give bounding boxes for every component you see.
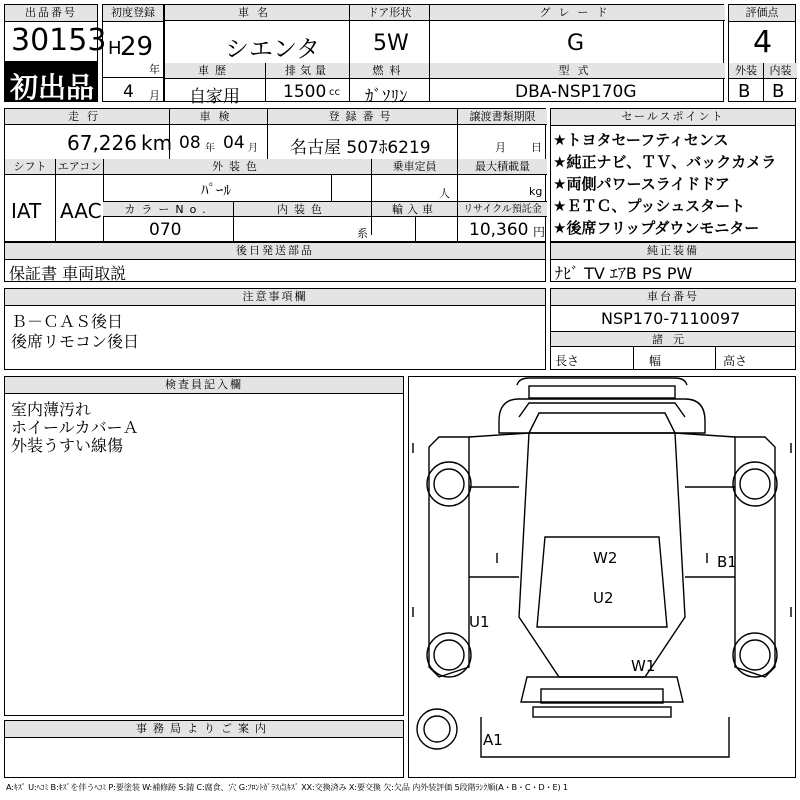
sales-point-item: ★ＥＴＣ、プッシュスタート	[553, 197, 746, 215]
shift-label: シフト	[5, 159, 55, 175]
vehicle-details-box	[4, 108, 546, 242]
exterior-color-label: 外装色	[103, 159, 371, 175]
mark-a1: A1	[483, 731, 503, 749]
color-no-label: カラーNo.	[103, 201, 233, 217]
sales-point-item: ★後席フリップダウンモニター	[553, 219, 760, 237]
score: 4	[753, 25, 773, 60]
left-side-body	[429, 437, 469, 677]
notes-line-1: Ｂ－ＣＡＳ後日	[11, 312, 124, 331]
oem-equipment-box	[550, 242, 796, 282]
later-parts-label: 後日発送部品	[5, 243, 545, 260]
chassis-label: 車台番号	[551, 289, 795, 306]
interior-unit: 系	[357, 227, 368, 240]
door-type: 5W	[373, 31, 409, 56]
load-label: 最大積載量	[457, 159, 547, 175]
later-parts-box	[4, 242, 546, 282]
car-info-box	[164, 4, 724, 107]
capacity-unit: 人	[439, 187, 450, 200]
sales-point-item: ★純正ナビ、ＴＶ、バックカメラ	[553, 153, 777, 171]
displacement-unit: cc	[329, 87, 340, 98]
lot-label: 出品番号	[5, 5, 97, 22]
transfer-month-unit: 月	[495, 141, 506, 154]
first-reg-month-suffix: 月	[149, 89, 160, 102]
door-label: ドア形状	[349, 5, 429, 21]
first-registration-box	[102, 4, 164, 102]
inspector-line-1: 室内薄汚れ	[11, 400, 92, 419]
score-label: 評価点	[729, 5, 795, 22]
lot-number: 30153	[11, 23, 107, 58]
car-name: シエンタ	[225, 35, 321, 63]
inspector-line-2: ホイールカバーＡ	[11, 418, 139, 437]
inspection-month: 04	[223, 133, 245, 153]
front-bumper	[517, 378, 687, 385]
first-reg-era: H	[108, 38, 122, 59]
oem-equipment-text: ﾅﾋﾞ TV ｴｱB PS PW	[555, 264, 693, 283]
rear-bumper	[533, 707, 671, 717]
right-side-body	[735, 437, 775, 677]
displacement-label: 排気量	[265, 63, 349, 79]
chassis-number: NSP170-7110097	[601, 309, 741, 328]
mark-w2: W2	[593, 549, 618, 567]
grade-label: グレード	[429, 5, 725, 21]
model-code: DBA-NSP170G	[515, 82, 637, 102]
inspector-box	[4, 376, 404, 716]
inspection-year: 08	[179, 133, 201, 153]
load-unit: kg	[529, 185, 543, 198]
sales-points-list	[553, 129, 795, 239]
mileage: 67,226	[67, 131, 137, 155]
lot-number-box	[4, 4, 107, 62]
later-parts-text: 保証書 車両取説	[9, 264, 127, 283]
notes-label: 注意事項欄	[5, 289, 545, 306]
history: 自家用	[189, 87, 240, 107]
inspection-label: 車検	[169, 109, 267, 125]
first-reg-label: 初度登録	[103, 5, 163, 22]
int-grade: B	[772, 81, 785, 102]
displacement: 1500	[283, 82, 327, 102]
inspection-year-unit: 年	[205, 143, 215, 154]
score-box	[728, 4, 796, 102]
inspection-month-unit: 月	[248, 143, 258, 154]
car-diagram-box	[408, 376, 796, 778]
car-name-label: 車名	[165, 5, 349, 21]
ext-label: 外装	[729, 63, 763, 79]
windshield-top	[519, 403, 685, 417]
specs-label: 諸元	[551, 331, 795, 347]
first-reg-year-suffix: 年	[149, 63, 160, 76]
first-reg-year: 29	[120, 32, 154, 62]
int-label: 内装	[763, 63, 797, 79]
mark-b1: B1	[717, 553, 737, 571]
recycle-unit: 円	[533, 225, 546, 239]
notes-box	[4, 288, 546, 370]
notes-line-2: 後席リモコン後日	[11, 332, 140, 351]
first-listing-text: 初出品	[10, 71, 95, 104]
fuel: ｶﾞｿﾘﾝ	[365, 87, 408, 107]
car-diagram	[409, 377, 795, 777]
hood	[499, 399, 705, 433]
cargo-floor	[481, 717, 729, 757]
transfer-label: 譲渡書類期限	[457, 109, 547, 125]
grade: G	[567, 31, 585, 56]
sales-point-item: ★トヨタセーフティセンス	[553, 131, 729, 149]
sales-points-label: セールスポイント	[551, 109, 795, 126]
sales-point-item: ★両側パワースライドドア	[553, 175, 730, 193]
history-label: 車歴	[165, 63, 265, 79]
legend-footer: A:ｷｽﾞ U:ﾍｺﾐ B:ｷｽﾞを伴うﾍｺﾐ P:要塗装 W:補修跡 S:錆 C:腐食、穴 G:ﾌﾛﾝﾄｶﾞﾗｽ点ｷｽﾞ XX:交換済み X:要交換 欠:欠品 内外装評価 5段階ﾗﾝｸ順(A・B・C・D・E) 1	[6, 782, 568, 792]
oem-equipment-label: 純正装備	[551, 243, 795, 260]
interior-color-label: 内装色	[233, 201, 371, 217]
recycle-amount: 10,360	[469, 220, 529, 240]
mark-u1: U1	[469, 613, 490, 631]
model-label: 型式	[429, 63, 725, 79]
capacity-label: 乗車定員	[371, 159, 457, 175]
windshield	[529, 413, 675, 433]
import-label: 輸入車	[371, 201, 457, 217]
office-box	[4, 720, 404, 778]
recycle-label: リサイクル預託金	[457, 201, 547, 217]
mark-u2: U2	[593, 589, 614, 607]
office-label: 事務局よりご案内	[5, 721, 403, 738]
hood-top-strip	[529, 386, 675, 398]
transfer-day-unit: 日	[531, 141, 542, 154]
fuel-label: 燃料	[349, 63, 429, 79]
spare-wheel	[417, 709, 457, 749]
plate-number: 名古屋 507ﾎ6219	[290, 138, 431, 158]
first-listing-badge	[4, 62, 98, 102]
plate-label: 登録番号	[267, 109, 457, 125]
spec-length: 長さ	[555, 354, 580, 368]
ext-grade: B	[738, 81, 751, 102]
mileage-label: 走行	[5, 109, 169, 125]
mark-w1: W1	[631, 657, 656, 675]
color-no: 070	[149, 220, 182, 240]
shift: IAT	[11, 199, 42, 223]
ac: AAC	[60, 199, 102, 223]
inspector-line-3: 外装うすい線傷	[11, 436, 124, 455]
first-reg-month: 4	[123, 82, 134, 102]
spec-height: 高さ	[723, 354, 748, 368]
rear-window	[541, 689, 663, 703]
ac-label: エアコン	[55, 159, 103, 175]
sales-points-box	[550, 108, 796, 242]
spec-width: 幅	[649, 354, 662, 368]
inspector-label: 検査員記入欄	[5, 377, 403, 394]
chassis-box	[550, 288, 796, 370]
exterior-color: ﾊﾟｰﾙ	[201, 181, 232, 199]
mileage-unit: km	[141, 131, 173, 155]
